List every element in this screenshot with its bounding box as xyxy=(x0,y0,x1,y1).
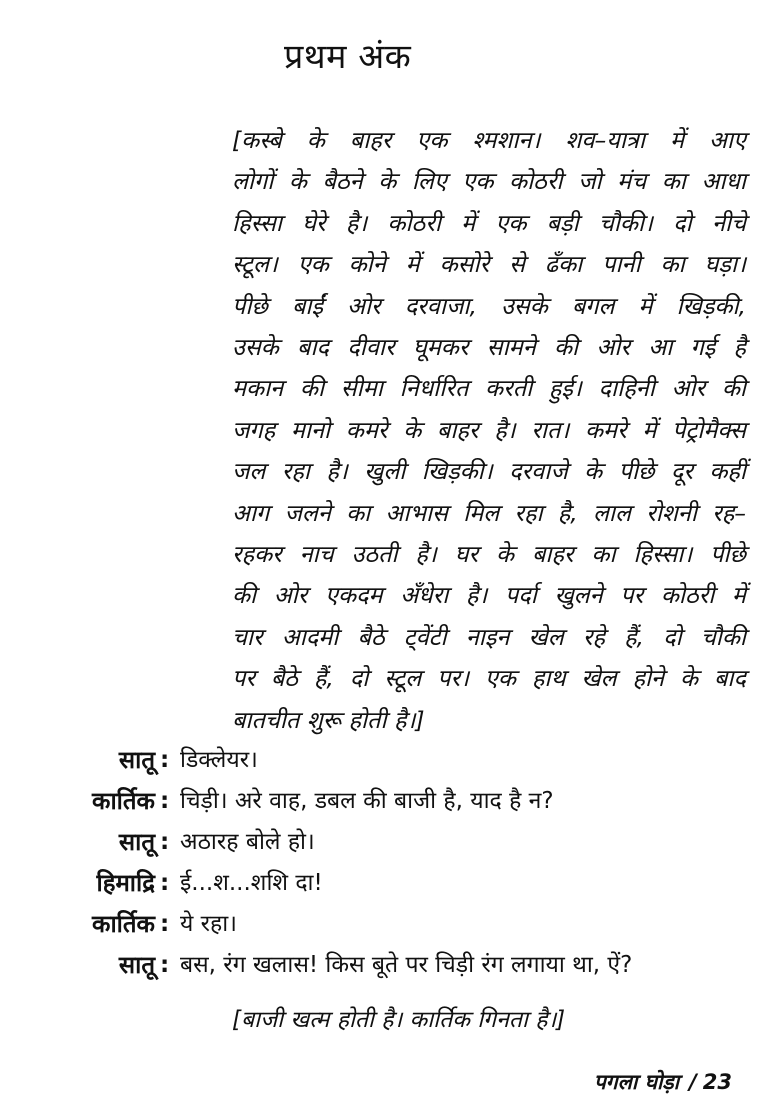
stage-direction-line: मकान की सीमा निर्धारित करती हुई। दाहिनी ओर की xyxy=(232,374,746,403)
speaker-name: कार्तिक xyxy=(92,910,155,938)
dialogue-text: चिड़ी। अरे वाह, डबल की बाजी है, याद है न? xyxy=(180,788,554,814)
speaker-colon: : xyxy=(160,870,170,896)
stage-direction-line: रहकर नाच उठती है। घर के बाहर का हिस्सा। पीछे xyxy=(232,540,746,569)
speaker-colon: : xyxy=(160,747,170,773)
speaker-colon: : xyxy=(160,788,170,814)
speaker-colon: : xyxy=(160,911,170,937)
dialogue-text: बस, रंग खलास! किस बूते पर चिड़ी रंग लगाया था, ऐं? xyxy=(180,952,633,978)
stage-direction-line: लोगों के बैठने के लिए एक कोठरी जो मंच का आधा xyxy=(232,167,746,196)
dialogue-text: डिक्लेयर। xyxy=(180,747,258,773)
speaker-name: कार्तिक xyxy=(92,787,155,815)
dialogue-line xyxy=(0,863,780,904)
dialogue-text: ये रहा। xyxy=(180,911,237,937)
stage-direction-line: बातचीत शुरू होती है।] xyxy=(232,705,425,734)
speaker-colon: : xyxy=(160,829,170,855)
speaker-colon: : xyxy=(160,952,170,978)
dialogue-line xyxy=(0,781,780,822)
speaker-name: सातू xyxy=(118,746,155,774)
dialogue-line xyxy=(0,822,780,863)
page-footer xyxy=(594,1068,732,1096)
stage-direction-line: आग जलने का आभास मिल रहा है, लाल रोशनी रह– xyxy=(232,498,746,527)
dialogue-line xyxy=(0,945,780,986)
page-number: 23 xyxy=(702,1070,732,1094)
stage-direction-line: चार आदमी बैठे ट्वेंटी नाइन खेल रहे हैं, दो चौकी xyxy=(232,622,746,651)
stage-direction-line: जल रहा है। खुली खिड़की। दरवाजे के पीछे दूर कहीं xyxy=(232,457,746,486)
book-title: पगला घोड़ा xyxy=(593,1070,680,1094)
dialogue-line xyxy=(0,904,780,945)
opening-stage-direction xyxy=(232,120,746,741)
stage-direction-line: जगह मानो कमरे के बाहर है। रात। कमरे में पेट्रोमैक्स xyxy=(232,415,746,444)
speaker-name: हिमाद्रि xyxy=(96,869,155,897)
dialogue-block xyxy=(0,740,780,986)
dialogue-line xyxy=(0,740,780,781)
stage-direction-line: उसके बाद दीवार घूमकर सामने की ओर आ गई है xyxy=(232,333,746,362)
stage-direction-line: स्टूल। एक कोने में कसोरे से ढँका पानी का घड़ा। xyxy=(232,250,746,279)
closing-stage-direction: [बाजी खत्म होती है। कार्तिक गिनता है।] xyxy=(232,1007,566,1033)
footer-separator: / xyxy=(689,1070,697,1094)
stage-direction-line: [कस्बे के बाहर एक श्मशान। शव–यात्रा में आए xyxy=(232,126,746,154)
stage-direction-line: पीछे बाईं ओर दरवाजा, उसके बगल में खिड़की, xyxy=(232,291,746,320)
dialogue-text: ई...श...शशि दा! xyxy=(180,870,323,896)
dialogue-text: अठारह बोले हो। xyxy=(180,829,315,855)
stage-direction-line: पर बैठे हैं, दो स्टूल पर। एक हाथ खेल होने के बाद xyxy=(232,664,746,693)
page-title: प्रथम अंक xyxy=(284,36,412,77)
stage-direction-line: हिस्सा घेरे है। कोठरी में एक बड़ी चौकी। दो नीचे xyxy=(232,208,746,237)
stage-direction-line: की ओर एकदम अँधेरा है। पर्दा खुलने पर कोठरी में xyxy=(232,581,746,610)
speaker-name: सातू xyxy=(118,951,155,979)
speaker-name: सातू xyxy=(118,828,155,856)
